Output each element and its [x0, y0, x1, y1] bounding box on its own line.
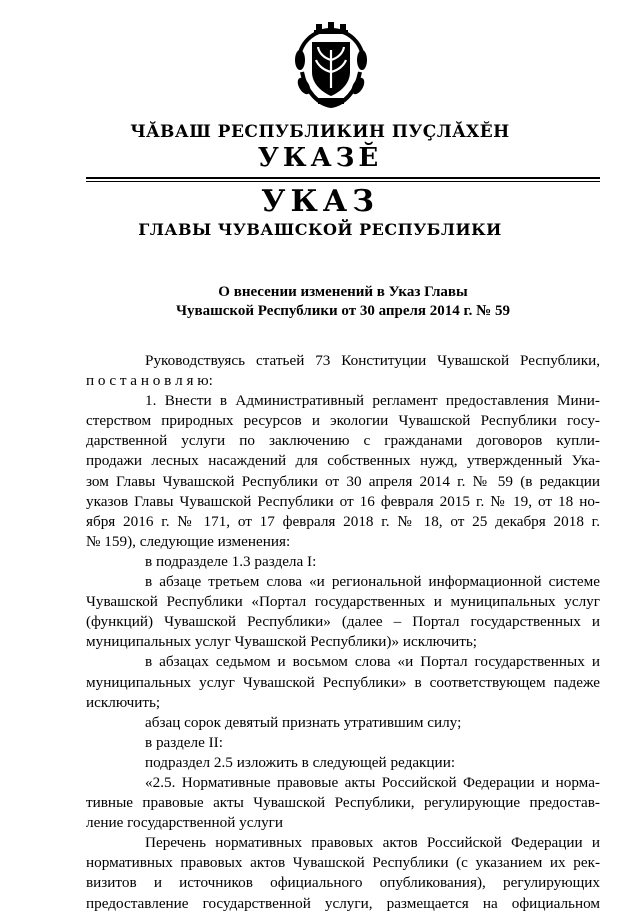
- body-line: ября 2016 г. № 171, от 17 февраля 2018 г. № 18, от 25 декабря 2018 г.: [86, 512, 600, 530]
- body-line: визитов и источников официального опубликования), регулирующих: [86, 874, 600, 892]
- body-line: муниципальных услуг Чувашской Республики» в соответствующем падеже: [86, 673, 600, 691]
- body-line: в разделе II:: [145, 733, 223, 751]
- header-subtitle: ГЛАВЫ ЧУВАШСКОЙ РЕСПУБЛИКИ: [138, 220, 502, 239]
- body-line: дарственной услуги по заключению с гражданами договоров купли-: [86, 432, 600, 450]
- body-line: продажи лесных насаждений для собственных нужд, утвержденный Ука-: [86, 452, 600, 470]
- body-line: Перечень нормативных правовых актов Российской Федерации и: [145, 834, 600, 852]
- body-line: нормативных правовых актов Чувашской Республики (с указанием их рек-: [86, 854, 600, 872]
- document-title: [86, 283, 600, 321]
- body-line: тивные правовые акты Чувашской Республики, регулирующие предостав-: [86, 794, 600, 812]
- body-line: исключить;: [86, 693, 161, 711]
- body-line: абзац сорок девятый признать утратившим силу;: [145, 713, 462, 731]
- body-line: Чувашской Республики «Портал государственных и муниципальных услуг: [86, 593, 600, 611]
- document-body: [86, 351, 600, 914]
- body-line: п о с т а н о в л я ю:: [86, 372, 213, 390]
- body-line: 1. Внести в Административный регламент предоставления Мини-: [145, 392, 600, 410]
- body-line: стерством природных ресурсов и экологии Чувашской Республики госу-: [86, 412, 600, 430]
- body-line: предоставление государственной услуги, размещается на официальном: [86, 894, 600, 912]
- body-line: № 159), следующие изменения:: [86, 532, 291, 550]
- header-divider-thick: [86, 177, 600, 179]
- chuvash-republic-emblem-icon: [288, 20, 374, 112]
- body-line: подраздел 2.5 изложить в следующей редакции:: [145, 753, 456, 771]
- body-line: «2.5. Нормативные правовые акты Российской Федерации и норма-: [145, 773, 600, 791]
- header-ukaz: УКАЗ: [261, 184, 379, 219]
- document-title-line: Чувашской Республики от 30 апреля 2014 г. № 59: [176, 303, 510, 319]
- body-line: зом Главы Чувашской Республики от 30 апреля 2014 г. № 59 (в редакции: [86, 472, 600, 490]
- header-ukaze: УКАЗĔ: [257, 143, 383, 173]
- body-line: Руководствуясь статьей 73 Конституции Чувашской Республики,: [145, 352, 600, 369]
- body-line: (функций) Чувашской Республики» (далее – Портал государственных и: [86, 613, 600, 631]
- body-line: ление государственной услуги: [86, 814, 284, 832]
- body-line: в абзаце третьем слова «и региональной информационной системе: [145, 573, 600, 591]
- body-line: муниципальных услуг Чувашской Республики)» исключить;: [86, 633, 477, 651]
- header-chuvash-title: ЧĂВАШ РЕСПУБЛИКИН ПУÇЛĂХĔН: [130, 122, 510, 142]
- body-line: в подразделе 1.3 раздела I:: [145, 552, 317, 570]
- document-title-line: О внесении изменений в Указ Главы: [218, 284, 468, 300]
- header-divider-thin: [86, 181, 600, 182]
- body-line: в абзацах седьмом и восьмом слова «и Портал государственных и: [145, 653, 600, 671]
- body-line: указов Главы Чувашской Республики от 16 февраля 2015 г. № 19, от 18 но-: [86, 492, 600, 510]
